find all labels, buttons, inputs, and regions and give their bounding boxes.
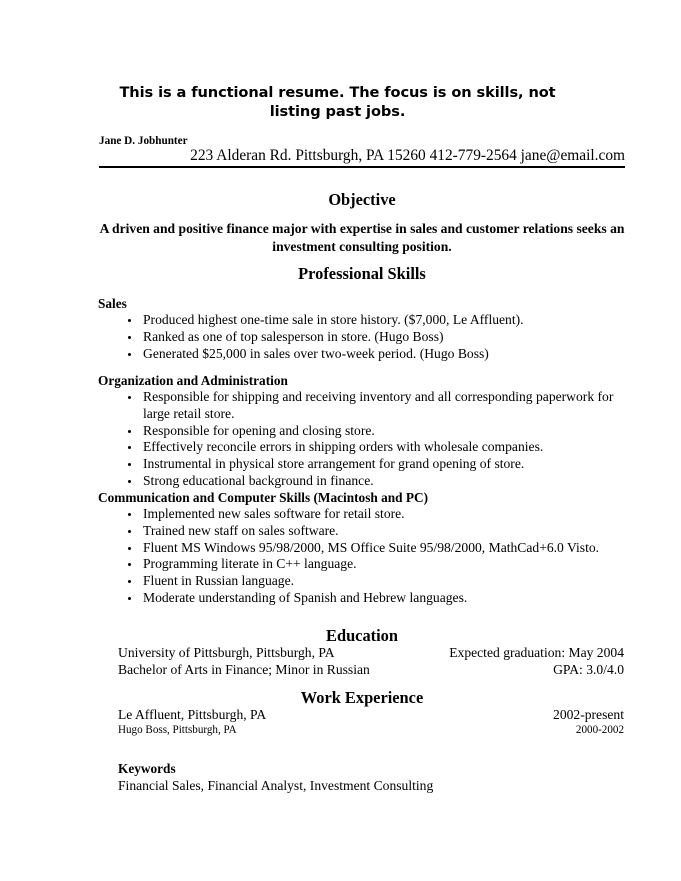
contact-line: 223 Alderan Rd. Pittsburgh, PA 15260 412-779-2564 jane@email.com xyxy=(190,147,625,164)
objective-body: A driven and positive finance major with expertise in sales and customer relations seeks an investment consulting position. xyxy=(99,221,625,254)
table-row xyxy=(118,723,624,738)
bullet-dot-icon xyxy=(128,480,131,483)
list-item-text: Instrumental in physical store arrangement for grand opening of store. xyxy=(143,456,525,472)
work-experience-table xyxy=(118,706,624,738)
work-dates: 2002-present xyxy=(553,707,624,722)
skill-bullet-list xyxy=(98,506,628,607)
list-item-text: Effectively reconcile errors in shipping orders with wholesale companies. xyxy=(143,439,544,455)
bullet-dot-icon xyxy=(128,580,131,583)
list-item-text: Fluent in Russian language. xyxy=(143,573,295,589)
applicant-name: Jane D. Jobhunter xyxy=(99,135,188,147)
bullet-dot-icon xyxy=(128,563,131,566)
list-item xyxy=(98,590,628,607)
skill-group-communication-and-computer-skills xyxy=(98,489,628,607)
list-item-text: Responsible for opening and closing store. xyxy=(143,422,375,438)
section-heading-professional-skills: Professional Skills xyxy=(298,264,426,283)
table-row xyxy=(118,644,624,661)
education-institution: University of Pittsburgh, Pittsburgh, PA xyxy=(118,645,335,660)
bullet-dot-icon xyxy=(128,547,131,550)
list-item-text: Moderate understanding of Spanish and Hebrew languages. xyxy=(143,589,468,605)
section-heading-keywords: Keywords xyxy=(118,761,176,776)
bullet-dot-icon xyxy=(128,530,131,533)
list-item-text: Strong educational background in finance. xyxy=(143,472,374,488)
list-item-text: Ranked as one of top salesperson in store. (Hugo Boss) xyxy=(143,328,444,344)
bullet-dot-icon xyxy=(128,597,131,600)
education-graduation: Expected graduation: May 2004 xyxy=(449,645,624,660)
skill-group-organization-and-administration xyxy=(98,372,628,490)
education-gpa: GPA: 3.0/4.0 xyxy=(553,662,624,677)
education-table xyxy=(118,644,624,678)
section-heading-education: Education xyxy=(326,626,398,645)
education-degree: Bachelor of Arts in Finance; Minor in Russian xyxy=(118,662,370,677)
list-item xyxy=(98,439,628,456)
keywords-section xyxy=(118,760,624,794)
work-employer: Le Affluent, Pittsburgh, PA xyxy=(118,707,267,722)
document-title: This is a functional resume. The focus is on skills, not listing past jobs. xyxy=(119,84,556,120)
list-item-text: Implemented new sales software for retail store. xyxy=(143,506,405,521)
list-item xyxy=(98,556,628,573)
work-dates: 2000-2002 xyxy=(575,724,624,736)
list-item xyxy=(98,456,628,473)
list-item xyxy=(98,329,628,346)
list-item xyxy=(98,389,628,423)
list-item xyxy=(98,423,628,440)
list-item xyxy=(98,523,628,540)
work-employer: Hugo Boss, Pittsburgh, PA xyxy=(118,724,237,736)
skill-group-sales xyxy=(98,295,628,362)
bullet-dot-icon xyxy=(128,430,131,433)
list-item-text: Produced highest one-time sale in store history. ($7,000, Le Affluent). xyxy=(143,312,524,327)
list-item-text: Responsible for shipping and receiving inventory and all corresponding paperwork for large retail store. xyxy=(143,389,614,421)
section-heading-objective: Objective xyxy=(328,190,396,209)
keywords-body: Financial Sales, Financial Analyst, Investment Consulting xyxy=(118,778,434,793)
header-divider xyxy=(99,166,625,168)
table-row xyxy=(118,706,624,723)
table-row xyxy=(118,661,624,678)
skill-group-heading: Communication and Computer Skills (Macintosh and PC) xyxy=(98,490,429,505)
skill-group-heading: Organization and Administration xyxy=(98,373,288,388)
section-heading-work-experience: Work Experience xyxy=(300,688,424,707)
bullet-dot-icon xyxy=(128,319,131,322)
bullet-dot-icon xyxy=(128,513,131,516)
skill-bullet-list xyxy=(98,389,628,490)
list-item xyxy=(98,312,628,329)
list-item-text: Generated $25,000 in sales over two-week period. (Hugo Boss) xyxy=(143,345,489,361)
bullet-dot-icon xyxy=(128,446,131,449)
list-item xyxy=(98,473,628,490)
list-item-text: Fluent MS Windows 95/98/2000, MS Office Suite 95/98/2000, MathCad+6.0 Visto. xyxy=(143,539,600,555)
bullet-dot-icon xyxy=(128,336,131,339)
list-item xyxy=(98,540,628,557)
bullet-dot-icon xyxy=(128,463,131,466)
list-item xyxy=(98,506,628,523)
bullet-dot-icon xyxy=(128,396,131,399)
list-item-text: Trained new staff on sales software. xyxy=(143,522,339,538)
list-item xyxy=(98,573,628,590)
skill-group-heading: Sales xyxy=(98,296,127,311)
list-item-text: Programming literate in C++ language. xyxy=(143,556,357,572)
skill-bullet-list xyxy=(98,312,628,362)
bullet-dot-icon xyxy=(128,353,131,356)
list-item xyxy=(98,346,628,363)
